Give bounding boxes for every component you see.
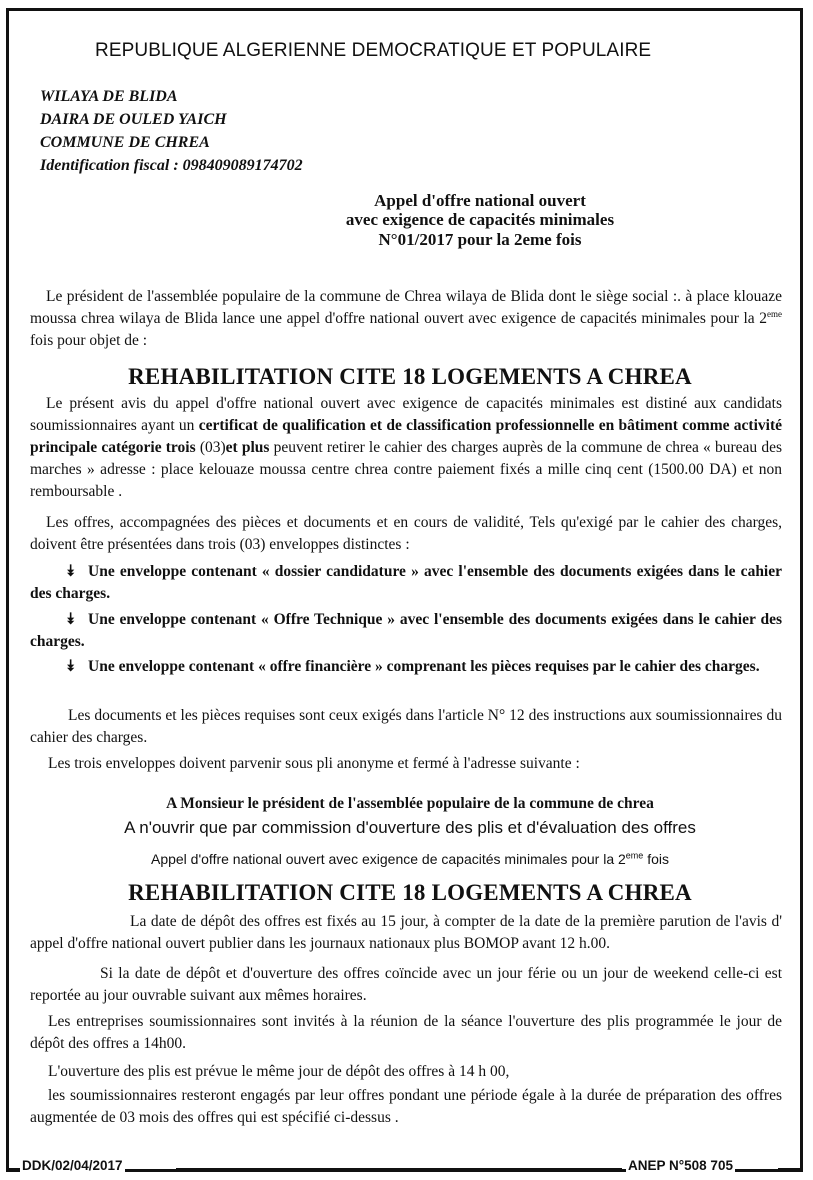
project-title-repeat: REHABILITATION CITE 18 LOGEMENTS A CHREA (128, 880, 692, 905)
wilaya-label: WILAYA DE BLIDA (40, 88, 178, 105)
bullet-arrow-icon: ⯯ (66, 658, 76, 675)
paragraph1-bold-plus: et plus (225, 439, 270, 456)
bullet-offre-financiere (30, 656, 782, 678)
paragraph1-number: (03) (199, 439, 226, 456)
bullet-arrow-icon: ⯯ (66, 563, 76, 580)
bullet-item2-text: Une enveloppe contenant « Offre Technique » avec l'ensemble des documents exigées dans le cahier des charges. (30, 611, 782, 650)
appel-title-line1: Appel d'offre national ouvert (374, 191, 586, 210)
paragraph1-bold-certificat: certificat de qualification et de classification professionnelle en bâtiment comme activité principale catégorie trois (30, 417, 783, 456)
paragraph-article: Les documents et les pièces requises sont ceux exigés dans l'article N° 12 des instructions aux soumissionnaires du cahier des charges. (30, 707, 782, 746)
intro-text-end: fois pour objet de : (30, 332, 148, 349)
address-appel-line (30, 851, 790, 867)
paragraph-enveloppes: Les trois enveloppes doivent parvenir sous pli anonyme et fermé à l'adresse suivante : (48, 755, 580, 772)
republique-header: REPUBLIQUE ALGERIENNE DEMOCRATIQUE ET POPULAIRE (95, 40, 652, 61)
paragraph-offres: Les offres, accompagnées des pièces et documents et en cours de validité, Tels qu'exigé par le cahier des charges, doivent être présentées dans trois (03) enveloppes distinctes : (30, 514, 782, 553)
daira-label: DAIRA DE OULED YAICH (40, 111, 227, 128)
bullet-item3-text: Une enveloppe contenant « offre financière » comprenant les pièces requises par le cahier des charges. (88, 658, 760, 675)
paragraph1-text: Le présent avis du appel d'offre national ouvert avec exigence de capacités minimales est distiné aux candidats soumissionnaires ayant un (30, 395, 782, 434)
address-commission: A n'ouvrir que par commission d'ouverture des plis et d'évaluation des offres (124, 818, 696, 837)
paragraph-jour-ferie: Si la date de dépôt et d'ouverture des offres coïncide avec un jour férie ou un jour de weekend celle-ci est reportée au jour ouvrable suivant aux mêmes horaires. (30, 965, 782, 1004)
intro-sup: eme (767, 308, 782, 319)
address-appel-text-end: fois (643, 851, 669, 867)
address-appel-text: Appel d'offre national ouvert avec exigence de capacités minimales pour la 2 (150, 851, 626, 867)
bullet-dossier-candidature (30, 561, 782, 605)
paragraph-certificat (30, 393, 782, 503)
appel-title-line3: N°01/2017 pour la 2eme fois (378, 230, 582, 249)
address-appel-sup: eme (625, 850, 644, 861)
footer-reference-date: DDK/02/04/2017 (22, 1158, 123, 1173)
footer-rule-right (778, 1168, 803, 1171)
paragraph1-text-end: peuvent retirer le cahier des charges auprès de la commune de chrea « bureau des marches » adresse : place kelouaze moussa centre chrea contre paiement fixés a mille cinq cent (1500.00 DA) et non remboursable . (30, 439, 782, 500)
bullet-item1-text: Une enveloppe contenant « dossier candidature » avec l'ensemble des documents exigées dans le cahier des charges. (30, 563, 782, 602)
bullet-arrow-icon: ⯯ (66, 611, 76, 628)
paragraph-ouverture: L'ouverture des plis est prévue le même jour de dépôt des offres à 14 h 00, (48, 1063, 510, 1080)
paragraph-engagement: les soumissionnaires resteront engagés par leur offres pondant une période égale à la durée de préparation des offres augmentée de 03 mois des offres qui est spécifié ci-dessus . (30, 1087, 782, 1126)
paragraph-reunion: Les entreprises soumissionnaires sont invités à la réunion de la séance l'ouverture des plis programmée le jour de dépôt des offres a 14h00. (30, 1013, 782, 1052)
address-president: A Monsieur le président de l'assemblée populaire de la commune de chrea (166, 795, 654, 812)
bullet-offre-technique (30, 609, 782, 653)
footer-anep-number: ANEP N°508 705 (628, 1158, 733, 1173)
intro-text: Le président de l'assemblée populaire de la commune de Chrea wilaya de Blida dont le siège social :. à place klouaze moussa chrea wilaya de Blida lance une appel d'offre national ouvert avec exigence de capacités minimales pour la 2 (30, 288, 782, 327)
identification-fiscal: Identification fiscal : 098409089174702 (40, 157, 303, 174)
appel-title-line2: avec exigence de capacités minimales (345, 210, 615, 229)
intro-paragraph (30, 286, 782, 352)
footer-rule-middle (176, 1168, 622, 1171)
commune-label: COMMUNE DE CHREA (40, 134, 210, 151)
paragraph-date-depot: La date de dépôt des offres est fixés au 15 jour, à compter de la date de la première parution de l'avis d' appel d'offre national ouvert publier dans les journaux nationaux plus BOMOP avant 12 h.00. (30, 913, 782, 952)
project-title: REHABILITATION CITE 18 LOGEMENTS A CHREA (128, 364, 692, 389)
